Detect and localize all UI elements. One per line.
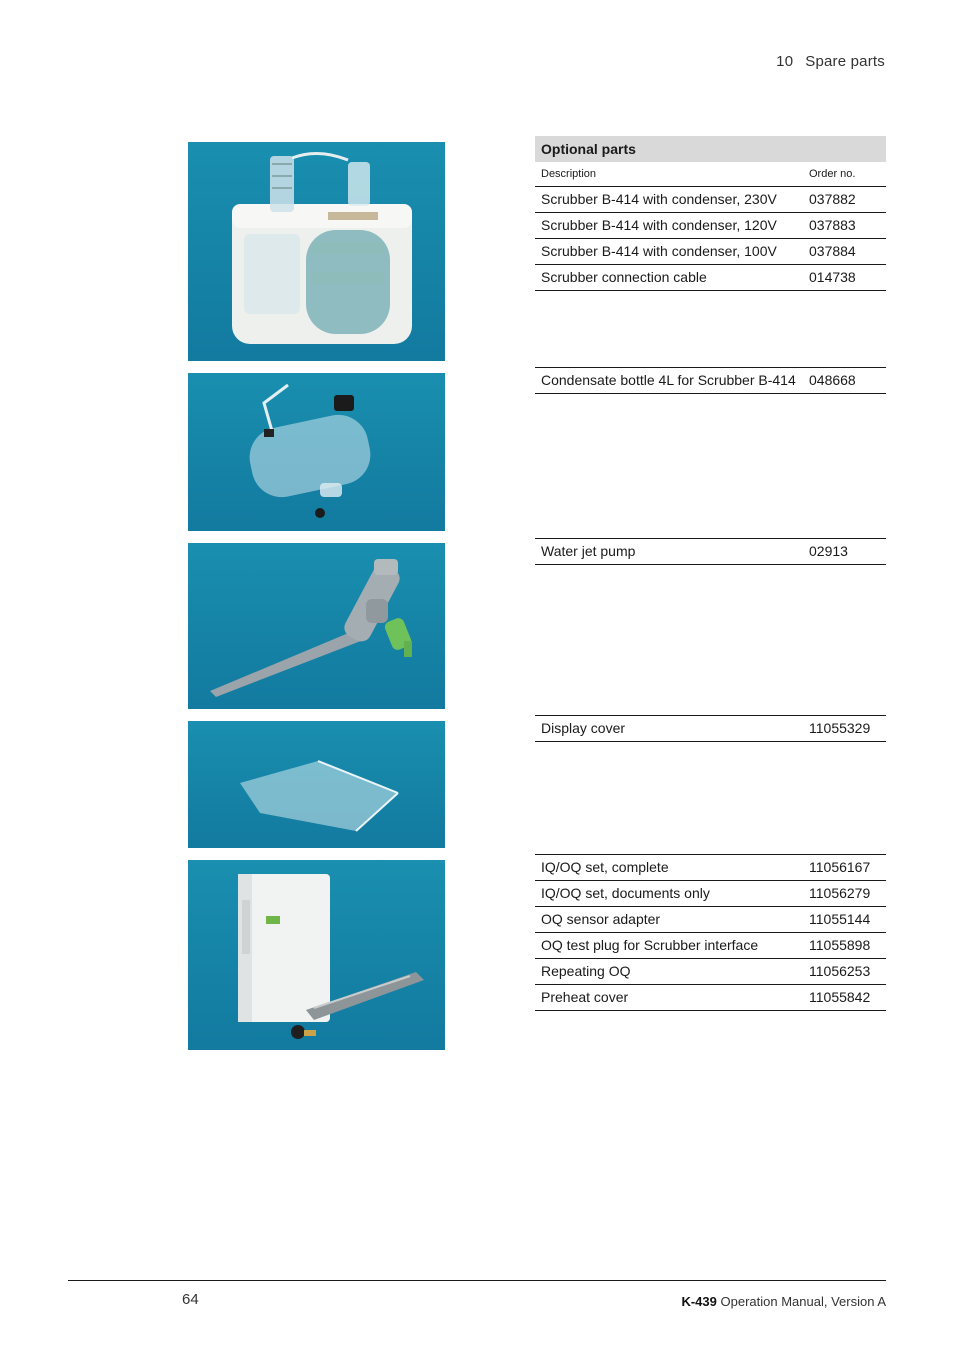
iq-oq-set-photo [188,860,445,1050]
page-number: 64 [182,1291,199,1308]
condensate-bottle-photo [188,373,445,531]
part-description: OQ sensor adapter [541,911,661,927]
order-number: 037882 [809,191,856,207]
part-description: Scrubber B-414 with condenser, 230V [541,191,777,207]
order-number: 037884 [809,243,856,259]
table-row [535,985,886,1011]
table-row [535,715,886,742]
iq-oq-table [535,854,886,1011]
optional-parts-table [535,136,886,291]
manual-label: Operation Manual, Version A [716,1294,886,1309]
chapter-title: Spare parts [805,53,885,70]
table-row [535,881,886,907]
order-number: 11055898 [809,937,871,953]
order-number: 014738 [809,269,856,285]
order-number: 048668 [809,372,856,388]
chapter-number: 10 [776,53,794,70]
table-row [535,854,886,881]
table-row [535,187,886,213]
order-number: 11055842 [809,989,871,1005]
product-name: K-439 [681,1294,717,1309]
order-number: 037883 [809,217,856,233]
table-row [535,367,886,394]
part-description: Scrubber B-414 with condenser, 120V [541,217,777,233]
footer-title [681,1294,886,1309]
display-cover-table [535,715,886,742]
water-jet-pump-photo [188,543,445,709]
part-description: Scrubber B-414 with condenser, 100V [541,243,777,259]
table-title: Optional parts [535,136,886,162]
display-cover-photo [188,721,445,848]
table-row [535,538,886,565]
order-number: 11056279 [809,885,871,901]
table-row [535,213,886,239]
order-number: 11056253 [809,963,871,979]
part-description: Scrubber connection cable [541,269,707,285]
order-number: 02913 [809,543,848,559]
page-header [776,53,885,70]
order-no-column-header: Order no. [809,168,856,180]
table-row [535,959,886,985]
part-description: Condensate bottle 4L for Scrubber B-414 [541,372,796,388]
water-jet-pump-table [535,538,886,565]
condensate-bottle-table [535,367,886,394]
scrubber-unit-photo [188,142,445,361]
part-description: OQ test plug for Scrubber interface [541,937,759,953]
table-row [535,907,886,933]
part-description: IQ/OQ set, documents only [541,885,710,901]
part-description: Display cover [541,720,626,736]
part-description: Repeating OQ [541,963,631,979]
table-row [535,239,886,265]
part-description: Water jet pump [541,543,636,559]
order-number: 11055144 [809,911,871,927]
order-number: 11055329 [809,720,871,736]
table-row [535,933,886,959]
part-description: Preheat cover [541,989,629,1005]
order-number: 11056167 [809,859,871,875]
footer-divider [68,1280,886,1281]
column-headers [535,162,886,187]
description-column-header: Description [541,168,597,180]
table-row [535,265,886,291]
part-description: IQ/OQ set, complete [541,859,669,875]
